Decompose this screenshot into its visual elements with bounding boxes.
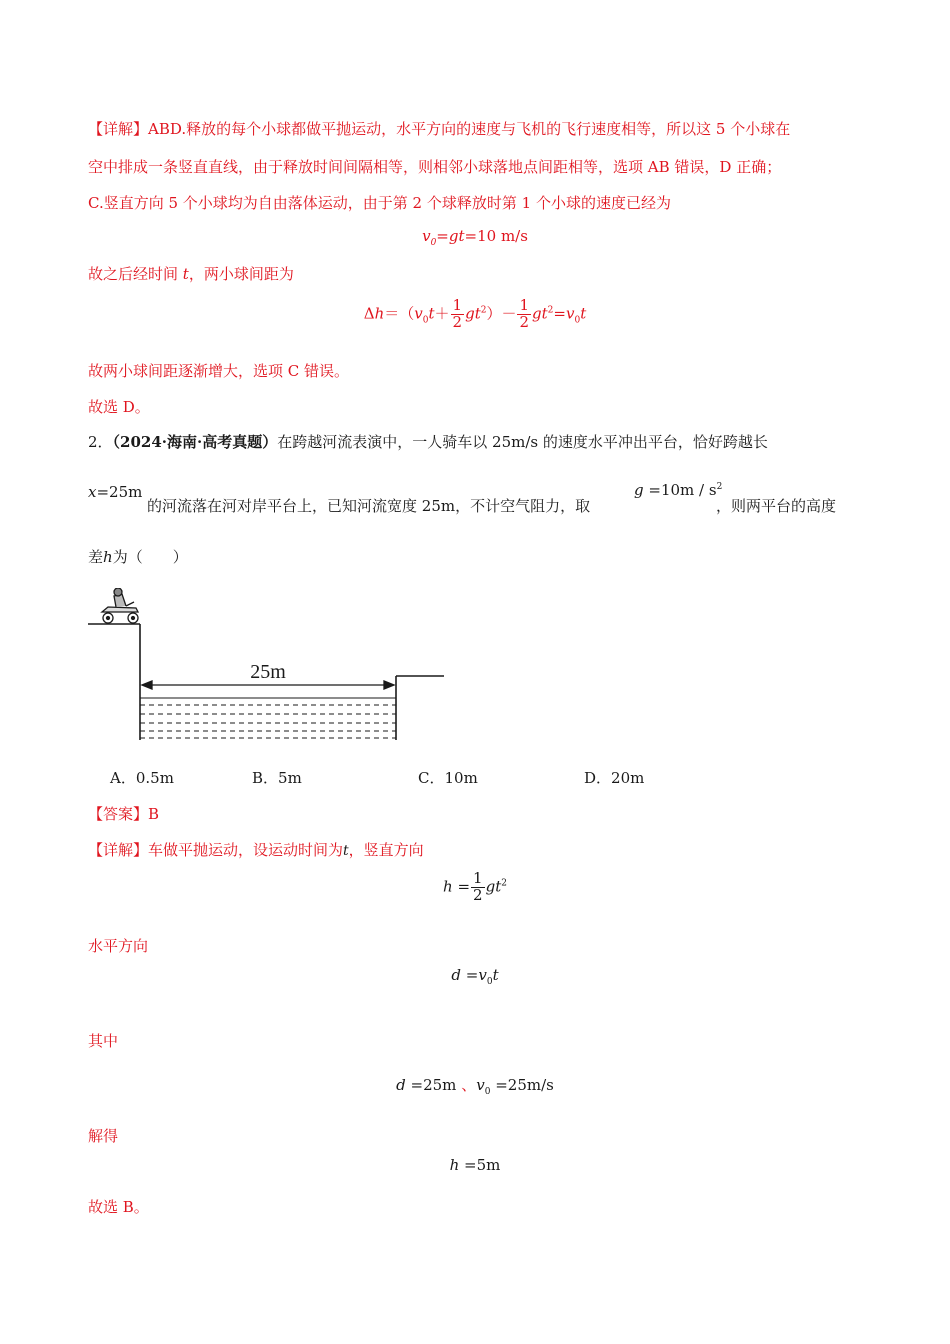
answer-line [88,803,159,824]
question2-line1: 2．（2024·海南·高考真题）在跨越河流表演中，一人骑车以 25m/s 的速度水平冲出平台，恰好跨越长 [88,433,768,451]
where-label: 其中 [88,1032,119,1050]
equation-h-half-gt2: h = $\frac{1}{2}$ $gt^2$ [443,869,507,904]
detail-tag: 【详解】 [88,120,149,138]
question2-line2-end: ，则两平台的高度 [716,497,837,515]
fraction-half: $\frac{1}{2}$ [452,296,463,331]
solution1-text-1: ABD.释放的每个小球都做平抛运动，水平方向的速度与飞机的飞行速度相等，所以这 5 个小球在 [148,120,791,138]
question-number: 2． [88,433,113,451]
fraction-half-2: $\frac{1}{2}$ [519,296,530,331]
question-source: （2024·海南·高考真题） [112,433,278,451]
left-platform [88,624,140,740]
equation-d-v0t: $d =v_0t$ [451,966,499,987]
option-d[interactable]: D．20m [584,769,645,787]
solution1-line6: 故选 D。 [88,398,150,416]
detail-line: 【详解】车做平抛运动，设运动时间为t，竖直方向 [88,841,424,859]
solution1-line4: 故之后经时间 t，两小球间距为 [88,265,294,283]
right-platform [396,676,444,740]
option-c[interactable]: C．10m [418,769,478,787]
equation-result: h =5m [449,1156,501,1174]
solution1-line5: 故两小球间距逐渐增大，选项 C 错误。 [88,362,350,380]
solve-label: 解得 [88,1127,119,1145]
horizontal-label: 水平方向 [88,937,149,955]
fraction-half-3: $\frac{1}{2}$ [473,869,483,904]
motorcycle-rider-icon [102,588,138,623]
solution1-line3: C.竖直方向 5 个小球均为自由落体运动，由于第 2 个球释放时第 1 个小球的速度已经为 [88,194,671,212]
width-label: 25m [250,661,286,683]
equation-values: d =25m 、$v_0 =25m/s$ [396,1076,554,1097]
river-jump-figure [86,588,456,748]
detail-tag-2: 【详解】 [88,841,149,859]
question2-line2: x=25m [88,483,143,501]
equation-delta-h: $\Delta h=(v_0t+$ $\frac{1}{2}$ $gt^2)-$ $\frac{1}{2}$ $gt^2=v_0t$ [363,296,587,331]
solution1-line2: 空中排成一条竖直直线，由于释放时间间隔相等，则相邻小球落地点间距相等，选项 AB 错误，D 正确； [88,158,782,176]
option-b[interactable]: B．5m [252,769,302,787]
question2-line2-text: 的河流落在河对岸平台上，已知河流宽度 25m，不计空气阻力，取 [147,497,591,515]
option-a[interactable]: A．0.5m [110,769,174,787]
equation-v0-gt: $v_0=gt=10$ m/s [422,227,528,248]
question2-line3: 差h为（ ） [88,548,188,566]
solution1-line1 [88,118,790,139]
answer-value: B [148,805,160,823]
final-choice: 故选 B。 [88,1198,149,1216]
gravity-value: $g =10m / s^2$ [634,481,723,499]
answer-tag: 【答案】 [88,805,149,823]
river-water [140,698,396,738]
